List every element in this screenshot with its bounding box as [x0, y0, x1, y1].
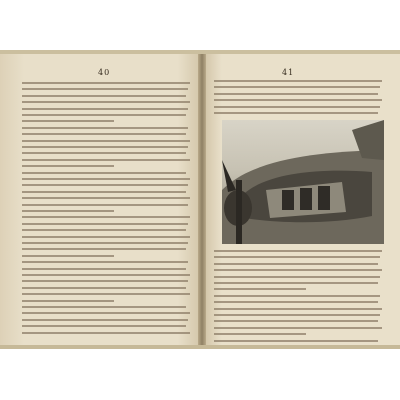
text-line-placeholder	[214, 282, 378, 284]
text-line-placeholder	[22, 120, 114, 122]
text-line-placeholder	[22, 95, 186, 97]
text-line-placeholder	[214, 340, 378, 342]
text-line-placeholder	[214, 314, 380, 316]
text-line-placeholder	[22, 165, 114, 167]
text-line-placeholder	[214, 99, 382, 101]
text-line-placeholder	[22, 325, 186, 327]
text-line-placeholder	[214, 256, 380, 258]
text-line-placeholder	[22, 255, 114, 257]
text-line-placeholder	[214, 93, 378, 95]
text-line-placeholder	[22, 108, 188, 110]
right-page-number: 41	[282, 68, 295, 77]
text-line-placeholder	[214, 80, 382, 82]
text-line-placeholder	[22, 159, 190, 161]
text-line-placeholder	[22, 332, 190, 334]
text-line-placeholder	[22, 287, 186, 289]
left-page-number: 40	[98, 68, 111, 77]
text-line-placeholder	[22, 216, 190, 218]
text-line-placeholder	[214, 263, 378, 265]
text-line-placeholder	[214, 301, 378, 303]
text-line-placeholder	[22, 197, 190, 199]
text-line-placeholder	[22, 101, 190, 103]
text-line-placeholder	[22, 210, 114, 212]
text-line-placeholder	[22, 152, 186, 154]
text-line-placeholder	[22, 293, 190, 295]
text-line-placeholder	[22, 306, 186, 308]
text-line-placeholder	[22, 242, 188, 244]
left-page	[0, 54, 202, 346]
text-line-placeholder	[22, 223, 188, 225]
text-line-placeholder	[214, 327, 382, 329]
text-line-placeholder	[22, 114, 186, 116]
text-line-placeholder	[214, 333, 306, 335]
text-line-placeholder	[22, 191, 186, 193]
text-line-placeholder	[214, 250, 382, 252]
text-line-placeholder	[22, 184, 188, 186]
text-line-placeholder	[22, 172, 186, 174]
text-line-placeholder	[214, 295, 380, 297]
text-line-placeholder	[22, 268, 186, 270]
text-line-placeholder	[214, 86, 380, 88]
text-line-placeholder	[214, 320, 378, 322]
text-line-placeholder	[22, 146, 188, 148]
page-bottom-edge	[0, 345, 400, 349]
text-line-placeholder	[22, 300, 114, 302]
text-line-placeholder	[22, 140, 190, 142]
text-line-placeholder	[22, 88, 188, 90]
text-line-placeholder	[22, 178, 190, 180]
text-line-placeholder	[22, 261, 188, 263]
text-line-placeholder	[22, 319, 188, 321]
text-line-placeholder	[214, 308, 382, 310]
text-line-placeholder	[214, 112, 378, 114]
book-gutter	[198, 54, 206, 346]
text-line-placeholder	[214, 288, 306, 290]
text-line-placeholder	[22, 229, 186, 231]
text-line-placeholder	[22, 133, 186, 135]
text-line-placeholder	[22, 204, 188, 206]
text-line-placeholder	[22, 127, 188, 129]
text-line-placeholder	[22, 248, 186, 250]
text-line-placeholder	[22, 312, 190, 314]
text-line-placeholder	[22, 280, 188, 282]
text-line-placeholder	[214, 276, 380, 278]
text-line-placeholder	[22, 236, 190, 238]
text-line-placeholder	[214, 106, 380, 108]
text-line-placeholder	[22, 274, 190, 276]
aircraft-engine-illustration	[222, 120, 384, 244]
text-line-placeholder	[214, 269, 382, 271]
text-line-placeholder	[22, 82, 190, 84]
